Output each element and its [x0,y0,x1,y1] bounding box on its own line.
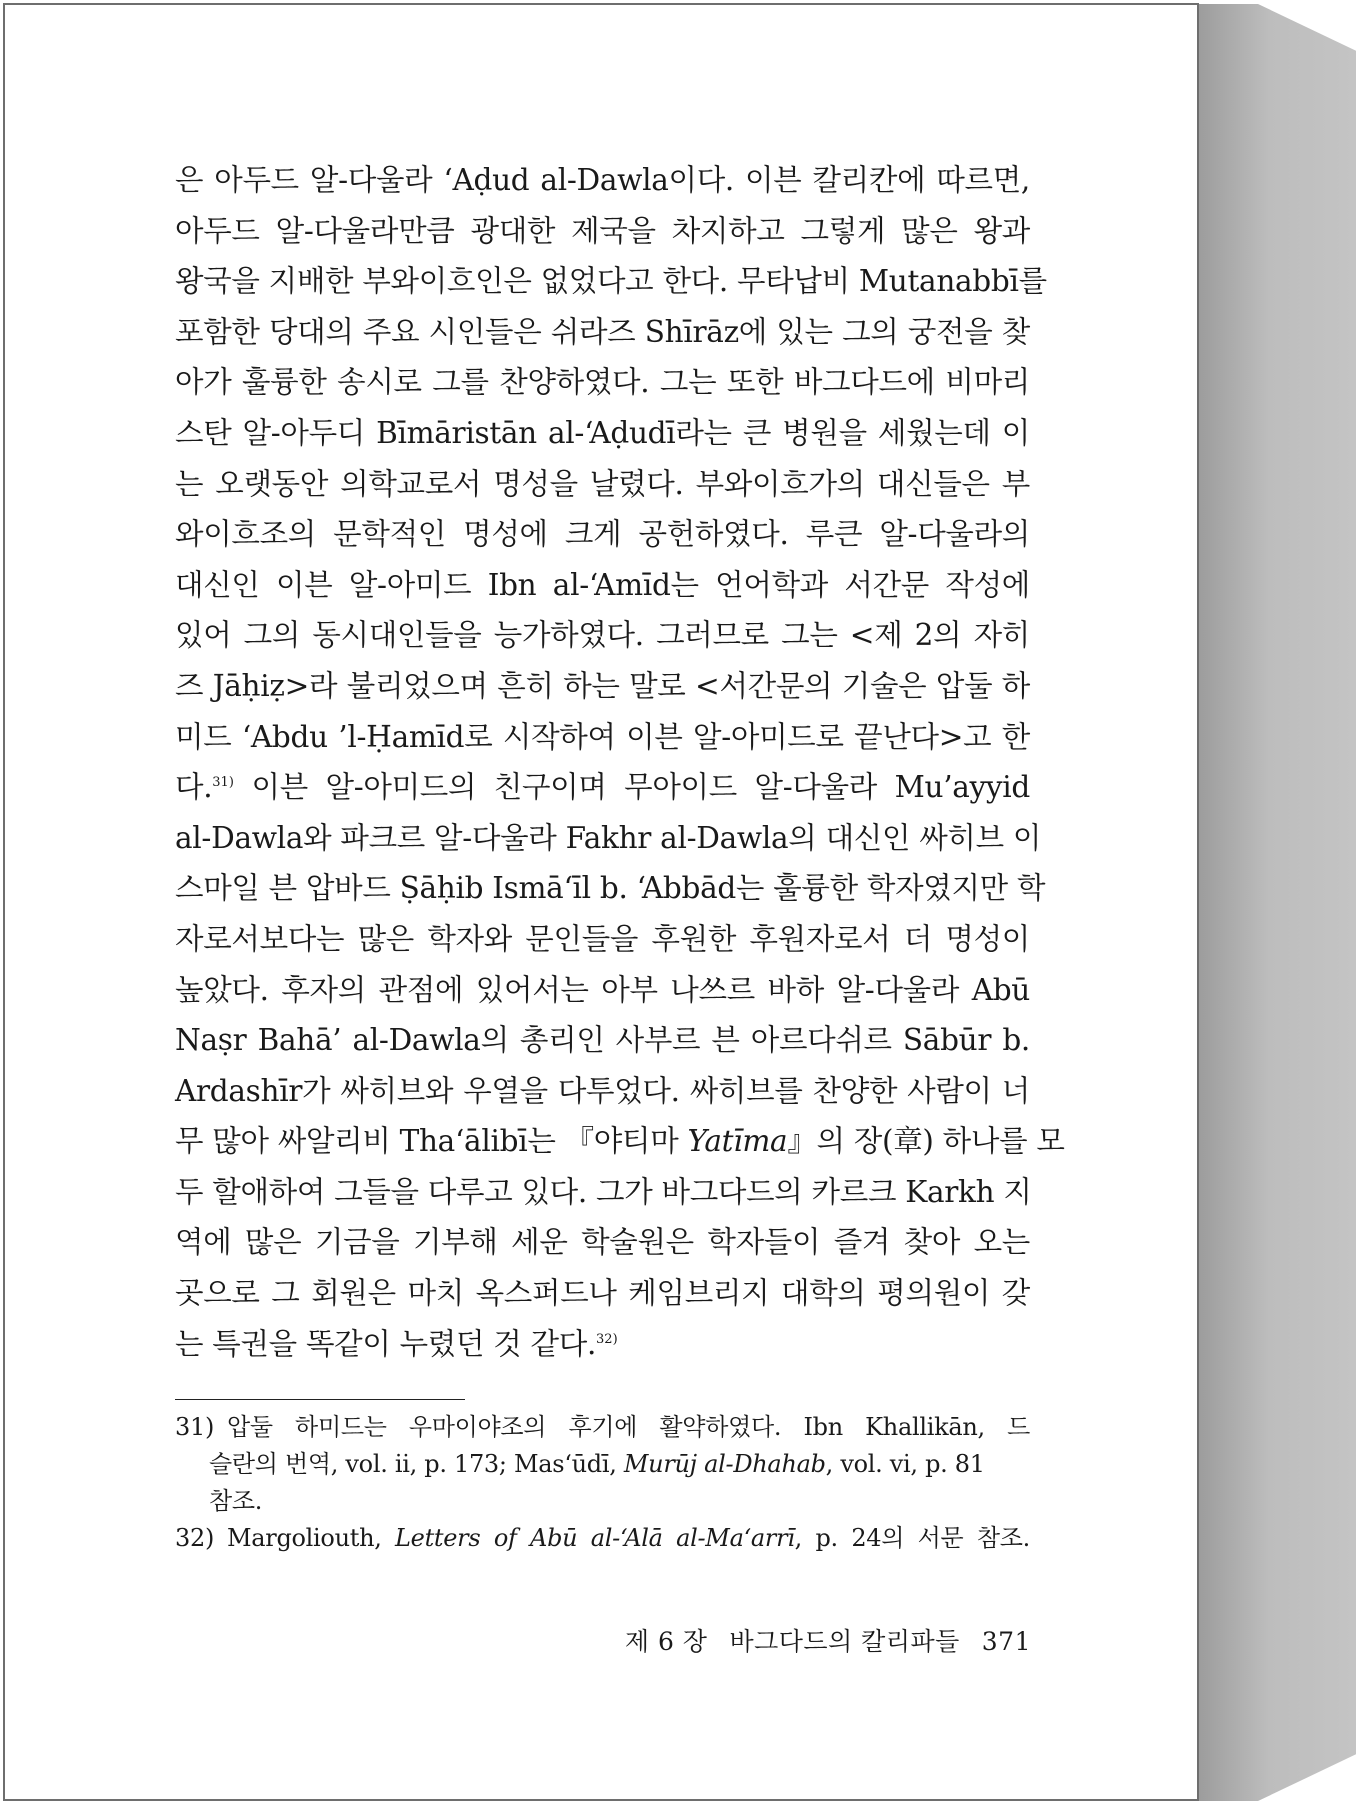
text-segment: , p. 24의 서문 참조. [794,1524,1030,1552]
text-line: 아가 훌륭한 송시로 그를 찬양하였다. 그는 또한 바그다드에 비마리 [175,365,1030,400]
text-line: 대신인 이븐 알-아미드 Ibn al-‘Amīd는 언어학과 서간문 작성에 [175,567,1030,602]
text-line: 와이흐조의 문학적인 명성에 크게 공헌하였다. 루큰 알-다울라의 [175,517,1030,552]
footnote-continuation: 참조. [209,1487,263,1515]
italic-title: Murūj al-Dhahab [623,1450,826,1478]
text-line: 스마일 븐 압바드 Ṣāḥib Ismā‘īl b. ‘Abbād는 훌륭한 학자였지만 학 [175,871,1046,906]
book-page [3,3,1199,1801]
footnote-text [227,1520,1030,1557]
text-segment: , vol. vi, p. 81 [825,1450,985,1478]
page-number: 371 [981,1627,1031,1656]
footnote-number: 32) [175,1524,215,1552]
text-line: 자로서보다는 많은 학자와 문인들을 후원한 후원자로서 더 명성이 [175,921,1030,956]
text-segment: 슬란의 번역, vol. ii, p. 173; Mas‘ūdī, [209,1450,617,1478]
text-line: 스탄 알-아두디 Bīmāristān al-‘Aḍudī라는 큰 병원을 세웠는데 이 [175,415,1030,450]
text-line: 포함한 당대의 주요 시인들은 쉬라즈 Shīrāz에 있는 그의 궁전을 찾 [175,314,1030,349]
text-line: 은 아두드 알-다울라 ‘Aḍud al-Dawla이다. 이븐 칼리칸에 따르면, [175,163,1030,197]
footnote-divider [175,1399,465,1400]
text-line: 두 할애하여 그들을 다루고 있다. 그가 바그다드의 카르크 Karkh 지 [175,1174,1032,1209]
text-segment: 이븐 알-아미드의 친구이며 무아이드 알-다울라 Mu’ayyid [251,770,1031,805]
footnote-ref-32[interactable]: 32) [596,1331,618,1347]
text-segment: 는 특권을 똑같이 누렸던 것 같다. [175,1326,597,1361]
footnote-31 [175,1409,1030,1446]
text-line [175,762,1030,813]
text-line: 왕국을 지배한 부와이흐인은 없었다고 한다. 무타납비 Mutanabbī를 [175,264,1047,299]
text-line: Ardashīr가 싸히브와 우열을 다투었다. 싸히브를 찬양한 사람이 너 [175,1073,1030,1108]
text-line: 있어 그의 동시대인들을 능가하였다. 그러므로 그는 <제 2의 자히 [175,618,1030,653]
running-footer [625,1627,1031,1657]
italic-title: Letters of Abū al-‘Alā al-Ma‘arrī [395,1524,795,1552]
footnotes [175,1409,1030,1557]
text-line [175,1319,1030,1370]
footnote-number: 31) [175,1413,215,1441]
text-segment: Margoliouth, [227,1524,382,1552]
book-edge [1198,4,1356,1801]
text-line: 미드 ‘Abdu ’l-Ḥamīd로 시작하여 이븐 알-아미드로 끝난다>고 한 [175,719,1030,754]
footnote-text: 압둘 하미드는 우마이야조의 후기에 활약하였다. Ibn Khallikān, 드 [227,1413,1030,1441]
text-line: 즈 Jāḥiẓ>라 불리었으며 흔히 하는 말로 <서간문의 기술은 압둘 하 [175,668,1030,703]
text-line: Naṣr Bahā’ al-Dawla의 총리인 사부르 븐 아르다쉬르 Sābūr b. [175,1023,1030,1058]
text-line [175,1116,1065,1167]
text-segment: 』의 장(章) 하나를 모 [787,1124,1065,1159]
body-text [175,155,1065,1369]
italic-title: Yatīma [687,1124,788,1159]
text-line: 아두드 알-다울라만큼 광대한 제국을 차지하고 그렇게 많은 왕과 [175,213,1030,248]
footnote-ref-31[interactable]: 31) [212,775,234,791]
text-line: 곳으로 그 회원은 마치 옥스퍼드나 케임브리지 대학의 평의원이 갖 [175,1276,1030,1311]
text-segment: 다. [175,770,213,805]
text-line: 는 오랫동안 의학교로서 명성을 날렸다. 부와이흐가의 대신들은 부 [175,466,1030,501]
text-line: 역에 많은 기금을 기부해 세운 학술원은 학자들이 즐겨 찾아 오는 [175,1225,1030,1260]
chapter-label: 제 6 장 [624,1627,708,1656]
chapter-title: 바그다드의 칼리파들 [729,1627,960,1656]
footnote-continuation [175,1446,1030,1483]
footnote-32 [175,1520,1030,1557]
text-line: al-Dawla와 파크르 알-다울라 Fakhr al-Dawla의 대신인 싸히브 이 [175,820,1042,855]
text-segment: 무 많아 싸알리비 Tha‘ālibī는 『야티마 [175,1124,679,1159]
text-line: 높았다. 후자의 관점에 있어서는 아부 나쓰르 바하 알-다울라 Abū [175,972,1030,1007]
